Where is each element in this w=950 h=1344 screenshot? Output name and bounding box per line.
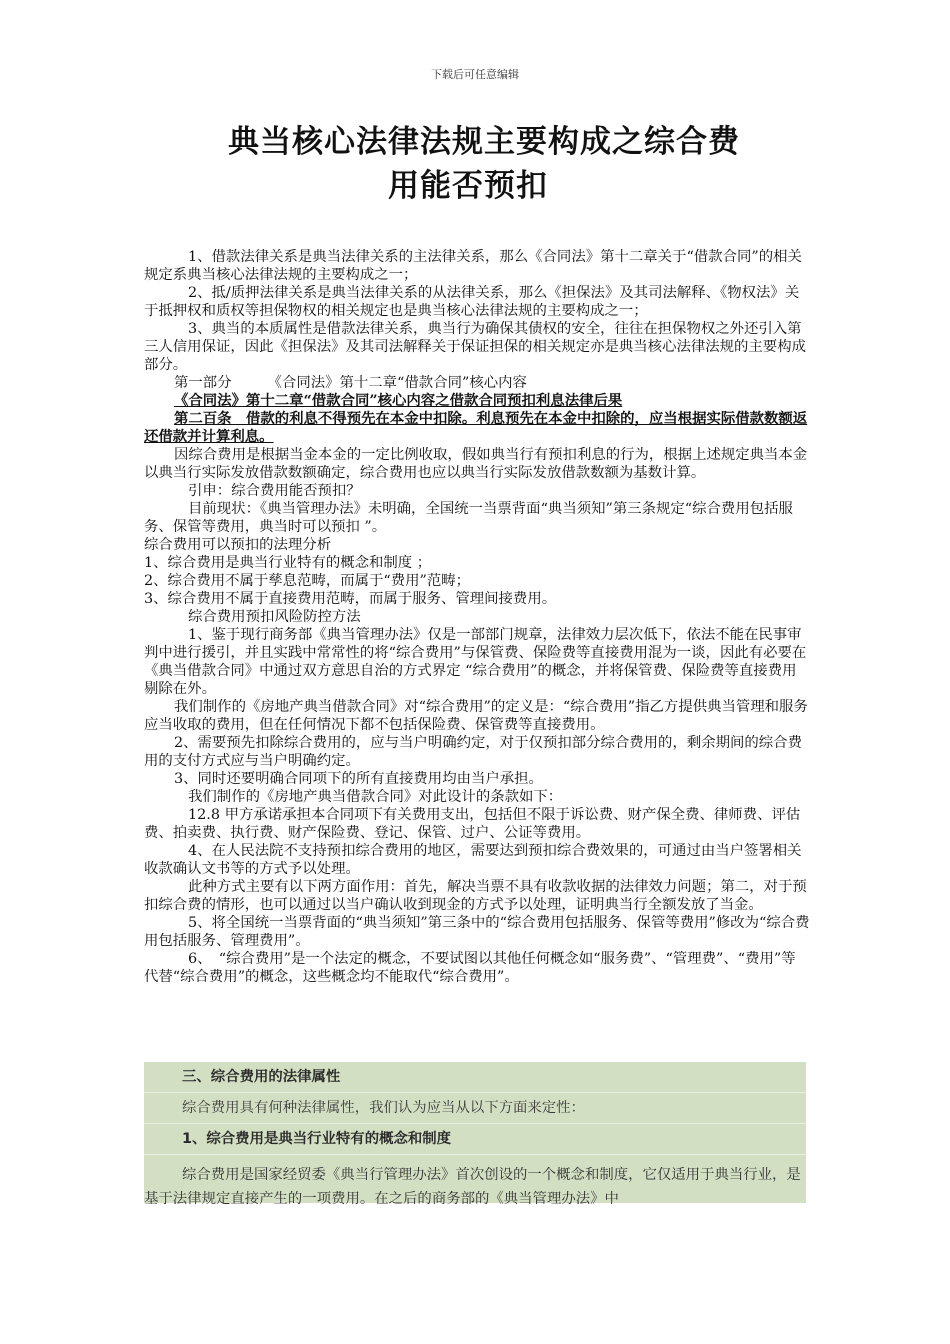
paragraph: 1、鉴于现行商务部《典当管理办法》仅是一部部门规章，法律效力层次低下，依法不能在民事审判中进行援引，并且实践中常常性的将“综合费用”与保管费、保险费等直接费用混为一谈，因此有必要在《典当借款合同》中通过双方意思自治的方式界定 “综合费用”的概念，并将保管费、保险费等直接费用剔除在外。 xyxy=(144,627,807,697)
title-line-1: 典当核心法律法规主要构成之综合费 xyxy=(228,124,740,160)
section-heading: 三、综合费用的法律属性 xyxy=(144,1062,806,1093)
paragraph: 6、 “综合费用”是一个法定的概念，不要试图以其他任何概念如“服务费”、“管理费”、“费用”等代替“综合费用”的概念，这些概念均不能取代“综合费用”。 xyxy=(144,951,796,985)
part-heading: 第一部分 《合同法》第十二章“借款合同”核心内容 xyxy=(174,375,527,391)
paragraph: 3、典当的本质属性是借款法律关系，典当行为确保其债权的安全，往往在担保物权之外还引入第三人信用保证，因此《担保法》及其司法解释关于保证担保的相关规定亦是典当核心法律法规的主要构成部分。 xyxy=(144,321,806,373)
list-item: 1、综合费用是典当行业特有的概念和制度 ； xyxy=(144,555,432,571)
section-body: 综合费用是国家经贸委《典当行管理办法》首次创设的一个概念和制度，它仅适用于典当行业，是基于法律规定直接产生的一项费用。在之后的商务部的《典当管理办法》中 xyxy=(144,1167,801,1207)
bold-underline-heading: 《合同法》第十二章“借款合同”核心内容之借款合同预扣利息法律后果 xyxy=(174,392,623,409)
document-title xyxy=(228,120,828,208)
section-subheading: 1、综合费用是典当行业特有的概念和制度 xyxy=(144,1124,806,1155)
paragraph: 2、需要预先扣除综合费用的，应与当户明确约定，对于仅预扣部分综合费用的，剩余期间的综合费用的支付方式应与当户明确约定。 xyxy=(144,735,802,769)
paragraph: 我们制作的《房地产典当借款合同》对此设计的条款如下： xyxy=(188,789,563,805)
document-body xyxy=(144,248,810,986)
paragraph: 3、同时还要明确合同项下的所有直接费用均由当户承担。 xyxy=(174,771,543,787)
contract-clause: 12.8 甲方承诺承担本合同项下有关费用支出，包括但不限于诉讼费、财产保全费、律师费、评估费、拍卖费、执行费、财产保险费、登记、保管、过户、公证等费用。 xyxy=(144,807,801,841)
header-note: 下载后可任意编辑 xyxy=(431,68,519,81)
paragraph: 综合费用可以预扣的法理分析 xyxy=(144,537,332,553)
paragraph: 1、借款法律关系是典当法律关系的主法律关系，那么《合同法》第十二章关于“借款合同”的相关规定系典当核心法律法规的主要构成之一； xyxy=(144,249,802,283)
paragraph: 综合费用预扣风险防控方法 xyxy=(188,609,361,625)
list-item: 3、综合费用不属于直接费用范畴，而属于服务、管理间接费用。 xyxy=(144,591,557,607)
paragraph: 4、在人民法院不支持预扣综合费用的地区，需要达到预扣综合费效果的，可通过由当户签署相关收款确认文书等的方式予以处理。 xyxy=(144,843,802,877)
paragraph: 目前现状：《典当管理办法》未明确，全国统一当票背面“典当须知”第三条规定“综合费用包括服务、保管等费用，典当时可以预扣 ”。 xyxy=(144,501,793,535)
paragraph: 5、将全国统一当票背面的“典当须知”第三条中的“综合费用包括服务、保管等费用”修改为“综合费用包括服务、管理费用”。 xyxy=(144,915,810,949)
paragraph: 我们制作的《房地产典当借款合同》对“综合费用”的定义是：“综合费用”指乙方提供典当管理和服务应当收取的费用，但在任何情况下都不包括保险费、保管费等直接费用。 xyxy=(144,699,808,733)
paragraph: 2、抵/质押法律关系是典当法律关系的从法律关系，那么《担保法》及其司法解释、《物权法》关于抵押权和质权等担保物权的相关规定也是典当核心法律法规的主要构成之一； xyxy=(144,285,800,319)
paragraph: 引申：综合费用能否预扣？ xyxy=(188,483,361,499)
article-200: 第二百条 借款的利息不得预先在本金中扣除。利息预先在本金中扣除的，应当根据实际借款数额返还借款并计算利息。 xyxy=(144,410,808,445)
paragraph: 因综合费用是根据当金本金的一定比例收取，假如典当行有预扣利息的行为，根据上述规定典当本金以典当行实际发放借款数额确定，综合费用也应以典当行实际发放借款数额为基数计算。 xyxy=(144,447,808,481)
section-intro: 综合费用具有何种法律属性，我们认为应当从以下方面来定性： xyxy=(144,1093,806,1124)
paragraph: 此种方式主要有以下两方面作用：首先，解决当票不具有收款收据的法律效力问题；第二，对于预扣综合费的情形，也可以通过以当户确认收到现金的方式予以处理，证明典当行全额发放了当金。 xyxy=(144,879,807,913)
title-line-2: 用能否预扣 xyxy=(388,168,548,204)
legal-attribute-section xyxy=(144,1062,806,1207)
list-item: 2、综合费用不属于孳息范畴，而属于“费用”范畴； xyxy=(144,573,471,589)
